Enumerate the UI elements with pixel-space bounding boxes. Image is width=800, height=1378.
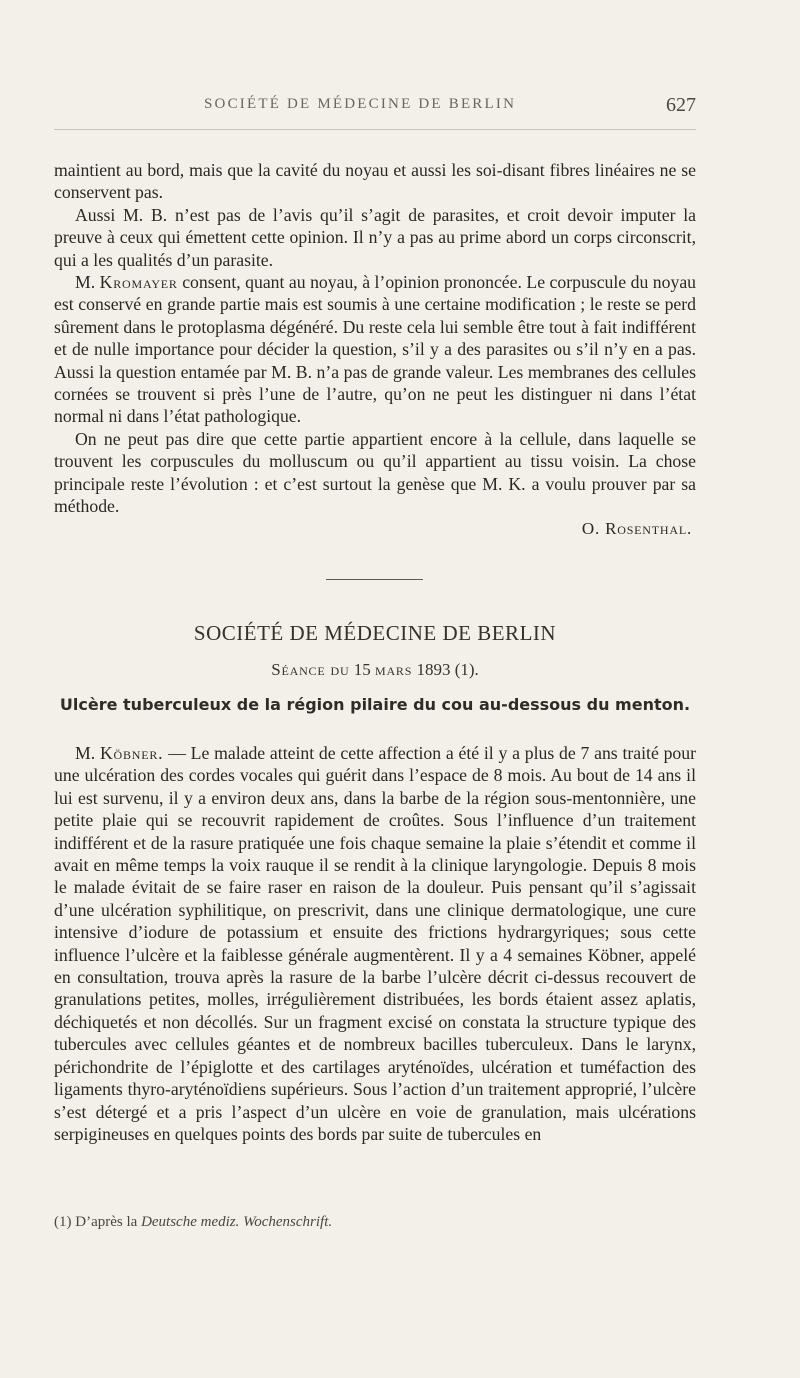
section-separator xyxy=(326,579,423,580)
case-paragraph xyxy=(54,742,696,1145)
case-text xyxy=(54,742,696,1145)
session-year: 1893 xyxy=(416,660,451,679)
footnote-marker: (1) xyxy=(54,1214,72,1230)
footnote-prefix: D’après la xyxy=(75,1214,138,1230)
section-title: SOCIÉTÉ DE MÉDECINE DE BERLIN xyxy=(193,621,557,645)
page xyxy=(54,0,696,1378)
footnote xyxy=(54,1214,696,1231)
footnote-reference: (1). xyxy=(454,660,479,679)
speaker-name: Köbner. xyxy=(99,743,164,763)
speaker-title: M. xyxy=(75,743,96,763)
running-title: SOCIÉTÉ DE MÉDECINE DE BERLIN xyxy=(204,96,517,112)
speaker-name: Kromayer xyxy=(99,272,178,293)
page-number: 627 xyxy=(666,94,696,116)
footnote-source: Deutsche mediz. Wochenschrift. xyxy=(141,1214,333,1230)
paragraph: maintient au bord, mais que la cavité du noyau et aussi les soi-disant fibres linéaires ne se conservent pas. xyxy=(54,160,696,203)
header-rule xyxy=(54,129,696,130)
session-month: mars xyxy=(374,660,413,679)
session-label: Séance du xyxy=(271,660,350,679)
case-body: — Le malade atteint de cette affection a été il y a plus de 7 ans traité pour une ulcération des cordes vocales qui guérit dans l’espace de 8 mois. Au bout de 14 ans il lui est survenu, il y a environ deux ans, dans la barbe de la région sous-mentonnière, une petite plaie qui se recouvrit rapidement de croûtes. Sous l’influence d’un traitement indifférent et de la rasure pratiquée une fois chaque semaine la plaie s’étendit et comme il avait en même temps la voix rauque il se rendit à la clinique laryngologie. Depuis 8 mois le malade évitait de se faire raser en raison de la douleur. Puis pensant qu’il s’agissait d’une ulcération syphilitique, on prescrivit, dans une clinique dermatologique, une cure intensive d’iodure de potassium et ensuite des frictions hydrargyriques; sous cette influence l’ulcère et la faiblesse générale augmentèrent. Il y a 4 semaines Köbner, appelé en consultation, trouva après la rasure de la barbe l’ulcère décrit ci-dessus recouvert de granulations petites, molles, irrégulièrement distribuées, les bords étaient assez aplatis, déchiquetés et non décollés. Sur un fragment excisé on constata la structure typique des tubercules avec cellules géantes et de nombreux bacilles tuberculeux. Dans le larynx, périchondrite de l’épiglotte et des cartilages aryténoïdes, ulcération et tuméfaction des ligaments thyro-aryténoïdiens supérieurs. Sous l’action d’un traitement approprié, l’ulcère s’est détergé et a pris l’aspect d’un ulcère en voie de granulation, mais ulcérations serpigineuses en quelques points des bords par suite de tubercules en xyxy=(54,743,696,1144)
continuation-text xyxy=(54,159,696,540)
case-title: Ulcère tuberculeux de la région pilaire du cou au-dessous du menton. xyxy=(59,695,691,714)
paragraph: Aussi M. B. n’est pas de l’avis qu’il s’agit de parasites, et croit devoir imputer la preuve à ceux qui émettent cette opinion. Il n’y a pas au prime abord un corps circonscrit, qui a les qualités d’un parasite. xyxy=(54,204,696,270)
paragraph: On ne peut pas dire que cette partie appartient encore à la cellule, dans laquelle se trouvent les corpuscules du molluscum ou qu’il appartient au tissu voisin. La chose principale reste l’évolution : et c’est surtout la genèse que M. K. a voulu prouver par sa méthode. xyxy=(54,428,696,517)
kromayer-paragraph xyxy=(54,271,696,428)
signature: O. Rosenthal. xyxy=(581,518,692,538)
kromayer-text: consent, quant au noyau, à l’opinion prononcée. Le corpuscule du noyau est conservé en grande partie mais est soumis à une certaine modification ; le reste se perd sûrement dans le protoplasma dégénéré. Du reste cela lui semble être tout à fait indifférent et de nulle importance pour décider la question, s’il y a des parasites ou s’il n’y en a pas. Aussi la question entamée par M. B. n’a pas de grande valeur. Les membranes des cellules cornées se trouvent si près l’une de l’autre, qu’on ne peut les distinguer ni dans l’état normal ni dans l’état pathologique. xyxy=(54,272,697,427)
session-day: 15 xyxy=(353,660,371,679)
footnote-rule xyxy=(54,1197,696,1198)
running-head xyxy=(54,96,696,120)
speaker-title: M. xyxy=(75,272,96,293)
session-line xyxy=(54,660,696,680)
